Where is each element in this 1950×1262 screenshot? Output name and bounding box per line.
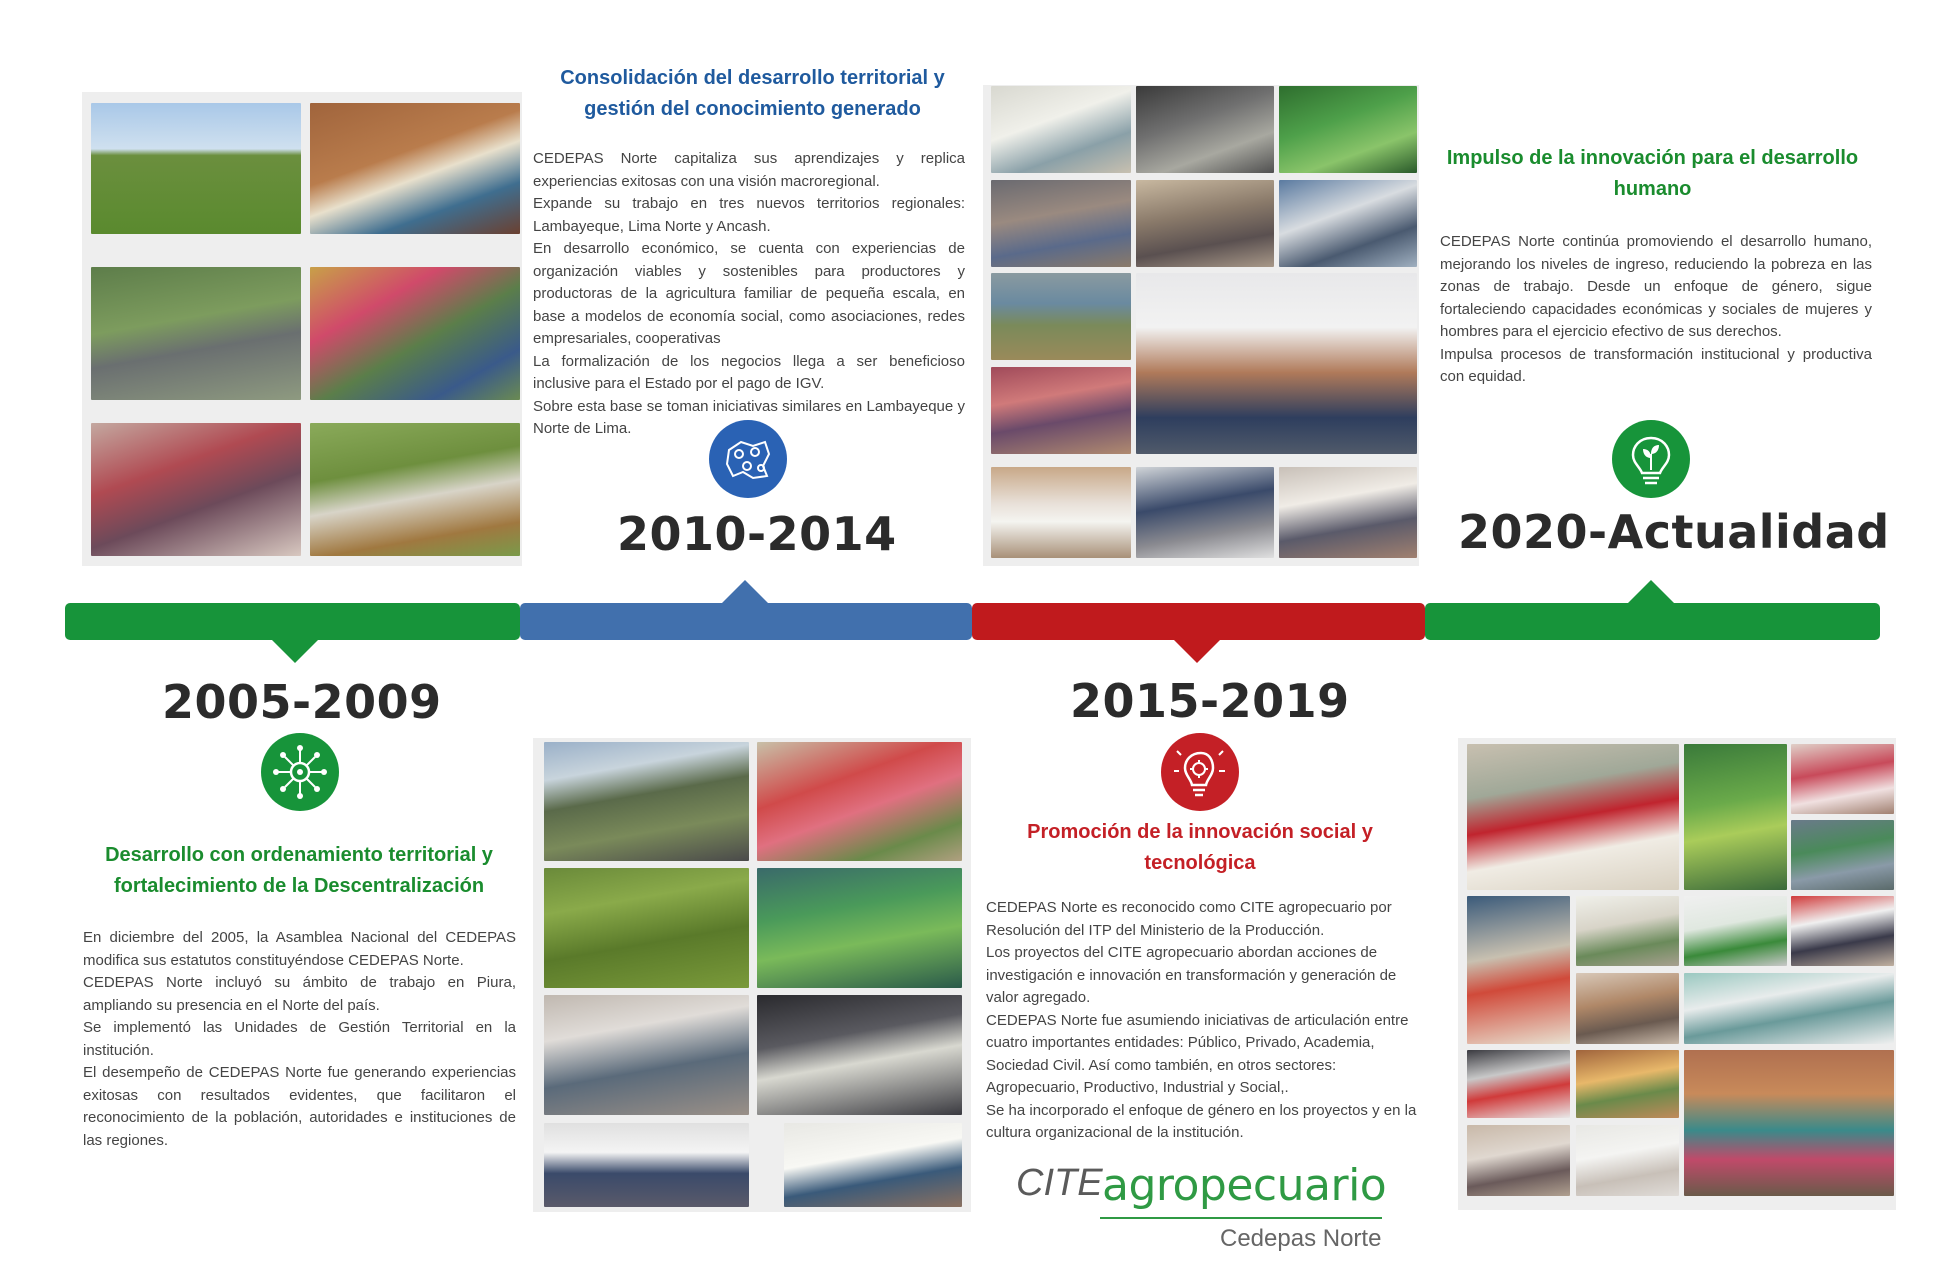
photo-sorting-table bbox=[1136, 86, 1274, 173]
photo-woman-writing bbox=[1467, 896, 1570, 1044]
paragraph-2005-line-2: CEDEPAS Norte incluyó su ámbito de trabajo en Piura, ampliando su presencia en el Norte del país. bbox=[83, 974, 516, 1014]
photo-collage-2005 bbox=[82, 92, 522, 566]
timeline-bar-2010 bbox=[520, 603, 972, 640]
timeline-bar-2015 bbox=[972, 603, 1425, 640]
heading-2005: Desarrollo con ordenamiento territorial y fortalecimiento de la Descentralización bbox=[105, 844, 493, 897]
photo-celebration bbox=[544, 742, 749, 861]
map-pins-icon bbox=[709, 420, 787, 498]
photo-banana-workers bbox=[1279, 86, 1417, 173]
photo-bananas-crates bbox=[757, 868, 962, 988]
photo-irrigation bbox=[91, 267, 301, 400]
logo-agropecuario: agropecuario bbox=[1102, 1160, 1387, 1211]
photo-harvest-sacks bbox=[310, 423, 520, 556]
logo-underline bbox=[1100, 1217, 1382, 1219]
year-2020: 2020-Actualidad bbox=[1458, 505, 1890, 559]
paragraph-2005-line-3: Se implementó las Unidades de Gestión Territorial en la institución. bbox=[83, 1019, 516, 1059]
photo-women-hats bbox=[310, 103, 520, 234]
photo-graduates bbox=[991, 467, 1131, 558]
paragraph-2020 bbox=[1440, 231, 1872, 389]
photo-workshop-desks bbox=[1576, 973, 1679, 1044]
lightbulb-gear-icon bbox=[1161, 733, 1239, 811]
photo-woman-grain bbox=[1467, 744, 1679, 890]
photo-group-portrait bbox=[1136, 273, 1417, 454]
photo-tasting bbox=[1576, 896, 1679, 966]
paragraph-2005-line-4: El desempeño de CEDEPAS Norte fue generando experiencias exitosas con resultados evidentes, que facilitaron el reconocimiento de la población, autoridades e instituciones de las regiones. bbox=[83, 1064, 516, 1149]
paragraph-2015-line-3: CEDEPAS Norte fue asumiendo iniciativas de articulación entre cuatro importantes entidades: Público, Privado, Academia, Sociedad Civil. Así como también, en otros sectores: Agropecuario, Productivo, Industrial y Social,. bbox=[986, 1011, 1409, 1096]
heading-2020: Impulso de la innovación para el desarrollo humano bbox=[1446, 147, 1859, 200]
photo-crowd-hats bbox=[991, 367, 1131, 454]
photo-presentation bbox=[757, 995, 962, 1115]
photo-audience-1 bbox=[991, 180, 1131, 267]
photo-women-red bbox=[757, 742, 962, 861]
network-nodes-icon bbox=[261, 733, 339, 811]
photo-campo-verde bbox=[1684, 896, 1787, 966]
photo-field-group bbox=[91, 103, 301, 234]
photo-event-crowd bbox=[1791, 744, 1894, 814]
paragraph-2010-line-4: La formalización de los negocios llega a ser beneficioso inclusive para el Estado por el pago de IGV. bbox=[533, 352, 965, 392]
photo-workshop bbox=[91, 423, 301, 556]
paragraph-2005 bbox=[83, 927, 516, 1152]
photo-lab-masks bbox=[1684, 973, 1894, 1044]
photo-banana-bunch bbox=[1684, 744, 1787, 890]
photo-team-lineup bbox=[544, 1123, 749, 1207]
paragraph-2010-line-1: CEDEPAS Norte capitaliza sus aprendizajes y replica experiencias exitosas con una visión macroregional. bbox=[533, 150, 965, 190]
year-2010: 2010-2014 bbox=[617, 507, 897, 561]
photo-meeting-table bbox=[544, 995, 749, 1115]
timeline-bar-2020 bbox=[1425, 603, 1880, 640]
paragraph-2010-line-3: En desarrollo económico, se cuenta con experiencias de organización viables y sostenibles para productores y productoras de la agricultura familiar de pequeña escala, en base a modelos de economía social, como asociaciones, redes empresariales, cooperativas bbox=[533, 240, 965, 347]
logo-cedepas-norte: Cedepas Norte bbox=[1220, 1225, 1382, 1252]
timeline-pointer-2005 bbox=[271, 639, 319, 663]
photo-fair bbox=[1576, 1050, 1679, 1118]
timeline-pointer-2015 bbox=[1173, 639, 1221, 663]
photo-audience-2 bbox=[1136, 180, 1274, 267]
photo-award-group bbox=[1279, 467, 1417, 558]
paragraph-2015-line-1: CEDEPAS Norte es reconocido como CITE agropecuario por Resolución del ITP del Ministerio de la Producción. bbox=[986, 899, 1392, 939]
photo-women-flowers bbox=[310, 267, 520, 400]
photo-speaker bbox=[1467, 1050, 1570, 1118]
paragraph-2010 bbox=[533, 148, 965, 441]
photo-lab-workers bbox=[991, 86, 1131, 173]
year-2005: 2005-2009 bbox=[162, 675, 442, 729]
photo-flipchart bbox=[1576, 1125, 1679, 1196]
heading-2010: Consolidación del desarrollo territorial y gestión del conocimiento generado bbox=[560, 67, 945, 120]
photo-community-group bbox=[1684, 1050, 1894, 1196]
paragraph-2010-line-2: Expande su trabajo en tres nuevos territorios regionales: Lambayeque, Lima Norte y Ancash. bbox=[533, 195, 965, 235]
logo-cite: CITE bbox=[1016, 1162, 1103, 1204]
photo-training-room bbox=[1791, 820, 1894, 890]
photo-whiteboard bbox=[784, 1123, 962, 1207]
timeline-pointer-2020 bbox=[1627, 580, 1675, 604]
paragraph-2015-line-4: Se ha incorporado el enfoque de género en los proyectos y en la cultura organizacional de la institución. bbox=[986, 1101, 1417, 1141]
paragraph-2020-line-1: CEDEPAS Norte continúa promoviendo el desarrollo humano, mejorando los niveles de ingreso, reduciendo la pobreza en las zonas de trabajo. Desde un enfoque de género, sigue fortaleciendo capacidades económicas y sociales de mujeres y hombres para el ejercicio efectivo de sus derechos. bbox=[1440, 233, 1872, 340]
paragraph-2020-line-2: Impulsa procesos de transformación institucional y productiva con equidad. bbox=[1440, 345, 1872, 385]
photo-lab-coats bbox=[1279, 180, 1417, 267]
photo-quinoa-field bbox=[544, 868, 749, 988]
paragraph-2015 bbox=[986, 897, 1418, 1145]
paragraph-2015-line-2: Los proyectos del CITE agropecuario abordan acciones de investigación e innovación en transformación y generación de valor agregado. bbox=[986, 944, 1397, 1006]
photo-reservoir bbox=[991, 273, 1131, 360]
photo-collage-2010 bbox=[533, 738, 971, 1212]
photo-collage-2020 bbox=[1458, 738, 1896, 1210]
paragraph-2010-line-5: Sobre esta base se toman iniciativas similares en Lambayeque y Norte de Lima. bbox=[533, 397, 965, 437]
photo-collage-2015-top bbox=[983, 85, 1419, 566]
timeline-bar-2005 bbox=[65, 603, 520, 640]
photo-participants bbox=[1467, 1125, 1570, 1196]
photo-panel-table bbox=[1791, 896, 1894, 966]
photo-ceremony bbox=[1136, 467, 1274, 558]
year-2015: 2015-2019 bbox=[1070, 674, 1350, 728]
heading-2015: Promoción de la innovación social y tecnológica bbox=[1027, 821, 1373, 874]
timeline-pointer-2010 bbox=[721, 580, 769, 604]
paragraph-2005-line-1: En diciembre del 2005, la Asamblea Nacional del CEDEPAS modifica sus estatutos constituyéndose CEDEPAS Norte. bbox=[83, 929, 516, 969]
lightbulb-plant-icon bbox=[1612, 420, 1690, 498]
